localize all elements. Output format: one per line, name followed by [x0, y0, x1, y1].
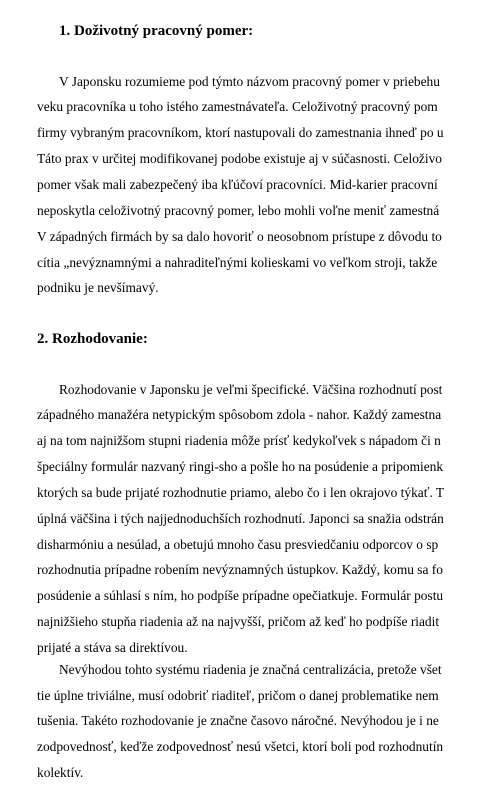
paragraph-line: tie úplne triviálne, musí odobriť riaditeľ, pričom o danej problematike nem: [37, 688, 439, 703]
paragraph-line: úplná väčšina i tých najjednoduchších rozhodnutí. Japonci sa snažia odstrán: [37, 511, 444, 526]
paragraph-line: V Japonsku rozumieme pod týmto názvom pracovný pomer v priebehu: [59, 74, 440, 89]
paragraph-line: posúdenie a súhlasí s ním, ho podpíše prípadne opečiatkuje. Formulár postu: [37, 588, 444, 603]
section-2-heading: 2. Rozhodovanie:: [37, 331, 148, 347]
paragraph-line: podniku je nevšímavý.: [37, 280, 159, 295]
paragraph-line: najnižšieho stupňa riadenia až na najvyšší, pričom až keď ho podpíše riadit: [37, 614, 440, 629]
paragraph-line: disharmóniu a nesúlad, a obetujú mnoho času presviedčaniu odporcov o sp: [37, 537, 439, 552]
paragraph-line: rozhodnutia prípadne robením nevýznamných ústupkov. Každý, komu sa fo: [37, 562, 443, 577]
paragraph-line: Rozhodovanie v Japonsku je veľmi špecifické. Väčšina rozhodnutí post: [59, 382, 443, 397]
paragraph-line: neposkytla celoživotný pracovný pomer, lebo mohli voľne meniť zamestná: [37, 203, 440, 218]
paragraph-line: zodpovednosť, keďže zodpovednosť nesú všetci, ktorí boli pod rozhodnutín: [37, 739, 444, 754]
paragraph-line: firmy vybraným pracovníkom, ktorí nastupovali do zamestnania ihneď po u: [37, 125, 444, 140]
paragraph-line: Táto prax v určitej modifikovanej podobe existuje aj v súčasnosti. Celoživo: [37, 151, 442, 166]
paragraph-line: ktorých sa bude prijaté rozhodnutie priamo, alebo čo i len okrajovo týkať. T: [37, 485, 445, 500]
paragraph-line: tušenia. Takéto rozhodovanie je značne časovo náročné. Nevýhodou je i ne: [37, 713, 439, 728]
paragraph-line: špeciálny formulár nazvaný ringi-sho a pošle ho na posúdenie a pripomienk: [37, 459, 444, 474]
paragraph-line: západného manažéra netypickým spôsobom zdola - nahor. Každý zamestna: [37, 407, 442, 422]
paragraph-line: Nevýhodou tohto systému riadenia je značná centralizácia, pretože všet: [59, 662, 442, 677]
paragraph-line: cítia „nevýznamnými a nahraditeľnými kolieskami vo veľkom stroji, takže: [37, 255, 438, 270]
paragraph-line: prijaté a stáva sa direktívou.: [37, 640, 188, 655]
paragraph-line: V západných firmách by sa dalo hovoriť o neosobnom prístupe z dôvodu to: [37, 229, 442, 244]
paragraph-line: aj na tom najnižšom stupni riadenia môže prísť kedykoľvek s nápadom či n: [37, 433, 441, 448]
section-1-heading: 1. Doživotný pracovný pomer:: [59, 23, 254, 39]
paragraph-line: veku pracovníka u toho istého zamestnávateľa. Celoživotný pracovný pom: [37, 99, 438, 114]
paragraph-line: kolektív.: [37, 765, 84, 780]
paragraph-line: pomer však mali zabezpečený iba kľúčoví pracovníci. Mid-karier pracovní: [37, 177, 438, 192]
